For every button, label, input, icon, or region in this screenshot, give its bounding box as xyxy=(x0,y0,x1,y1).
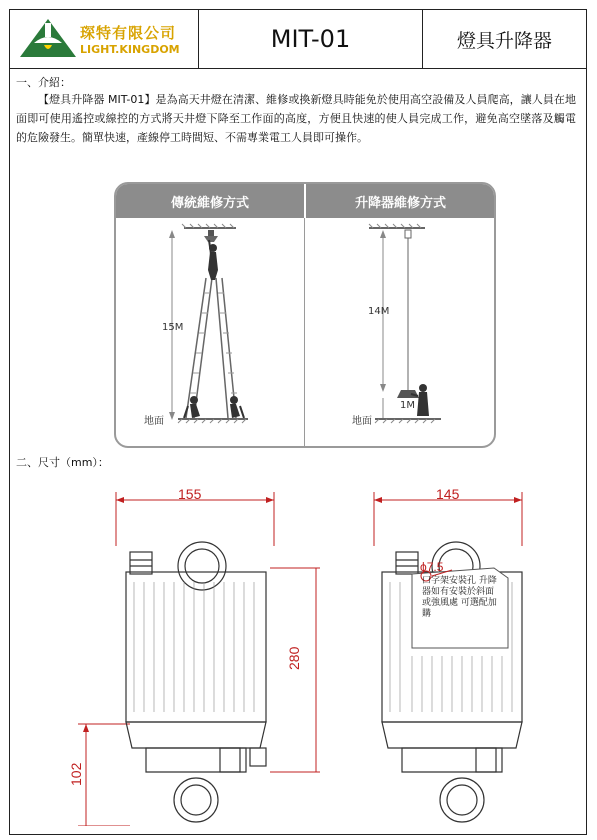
logo-cell xyxy=(10,10,199,68)
height-label-traditional: 15M xyxy=(162,322,184,333)
spec-sheet xyxy=(9,9,587,835)
dimension-height-total: 280 xyxy=(286,646,302,670)
intro-paragraph: 【燈具升降器 MIT-01】是為高天井燈在清潔、維修或換新燈具時能免於使用高空設備及人員爬高，讓人員在地面即可使用遙控或線控的方式將天井燈下降至工作面的高度，方便且快速的使人員完成工作，避免高空墜落及觸電的危險發生。簡單快速，產線停工時間短、不需專業電工人員即可操作。 xyxy=(16,93,576,144)
ground-label-lift: 地面 xyxy=(352,416,372,427)
lift-illustration xyxy=(305,218,494,446)
panel-title-traditional: 傳統維修方式 xyxy=(116,184,304,218)
work-height-label-lift: 1M xyxy=(400,400,415,411)
logo-company-cn: 琛特有限公司 xyxy=(80,24,177,42)
lamp-logo-icon xyxy=(18,17,78,61)
logo-company-en: LIGHT.KINGDOM xyxy=(80,43,180,56)
product-name: 燈具升降器 xyxy=(456,29,552,52)
intro-heading: 一、介紹： xyxy=(16,76,71,89)
mounting-note: 口字架安裝孔 升降器如有安裝於斜面或強風處 可選配加購 xyxy=(422,576,497,619)
front-view-drawing xyxy=(70,486,320,826)
dimensions-heading: 二、尺寸（mm）： xyxy=(16,456,109,469)
dimension-width-front: 155 xyxy=(178,486,202,502)
dimension-width-side: 145 xyxy=(436,486,460,502)
dimension-height-lower: 102 xyxy=(68,762,84,786)
model-number: MIT-01 xyxy=(199,10,423,68)
dimension-hole-diameter: ϕ7.5 xyxy=(420,560,444,574)
panel-title-lift: 升降器維修方式 xyxy=(305,184,495,218)
comparison-panel xyxy=(114,182,496,448)
header-table xyxy=(10,10,586,69)
ground-label-traditional: 地面 xyxy=(144,416,164,427)
height-label-lift: 14M xyxy=(368,306,390,317)
side-view-drawing xyxy=(366,486,566,826)
